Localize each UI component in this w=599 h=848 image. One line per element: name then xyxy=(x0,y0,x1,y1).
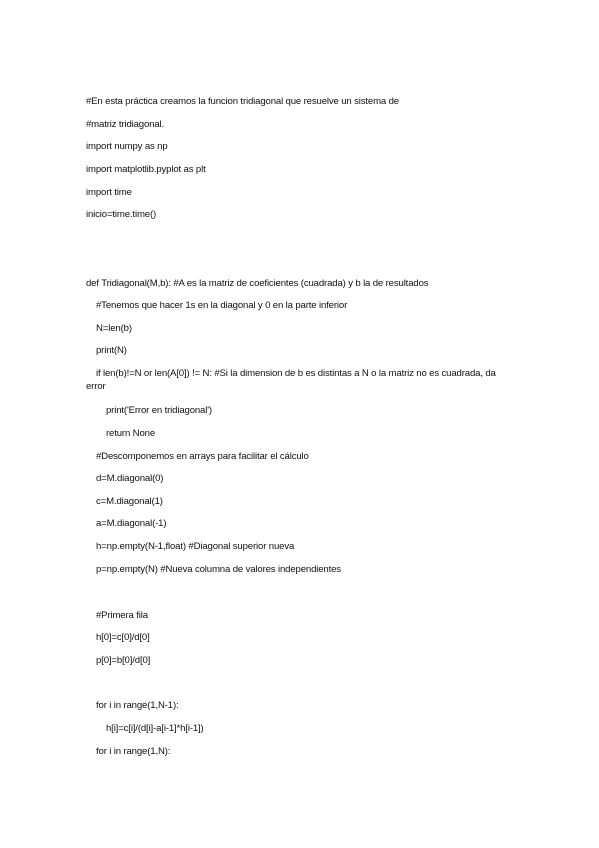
code-line: return None xyxy=(106,428,156,439)
code-line: import matplotlib.pyplot as plt xyxy=(86,164,206,175)
comment-line: #matriz tridiagonal. xyxy=(86,119,165,130)
code-line: p[0]=b[0]/d[0] xyxy=(96,655,151,666)
function-definition-line: def Tridiagonal(M,b): #A es la matriz de coeficientes (cuadrada) y b la de resultados xyxy=(86,278,429,289)
code-line: import numpy as np xyxy=(86,141,168,152)
code-line: a=M.diagonal(-1) xyxy=(96,518,167,529)
code-line: N=len(b) xyxy=(96,323,132,334)
code-line: c=M.diagonal(1) xyxy=(96,496,163,507)
comment-line: #Tenemos que hacer 1s en la diagonal y 0 en la parte inferior xyxy=(96,300,348,311)
comment-line: #Descomponemos en arrays para facilitar el cálculo xyxy=(96,451,309,462)
comment-line: #Primera fila xyxy=(96,610,148,621)
code-line: h[0]=c[0]/d[0] xyxy=(96,632,150,643)
code-line: h[i]=c[i]/(d[i]-a[i-1]*h[i-1]) xyxy=(106,723,204,734)
code-line: h=np.empty(N-1,float) #Diagonal superior nueva xyxy=(96,541,295,552)
code-line: for i in range(1,N-1): xyxy=(96,700,179,711)
code-line: import time xyxy=(86,187,132,198)
code-line: print('Error en tridiagonal') xyxy=(106,405,212,416)
code-line: print(N) xyxy=(96,345,127,356)
code-line: inicio=time.time() xyxy=(86,209,157,220)
code-line: d=M.diagonal(0) xyxy=(96,473,164,484)
code-line: if len(b)!=N or len(A[0]) != N: #Si la dimension de b es distintas a N o la matriz no es cuadrada, da error xyxy=(86,368,496,392)
comment-line: #En esta práctica creamos la funcion tridiagonal que resuelve un sistema de xyxy=(86,96,399,107)
code-line: for i in range(1,N): xyxy=(96,746,171,757)
code-line: p=np.empty(N) #Nueva columna de valores independientes xyxy=(96,564,341,575)
